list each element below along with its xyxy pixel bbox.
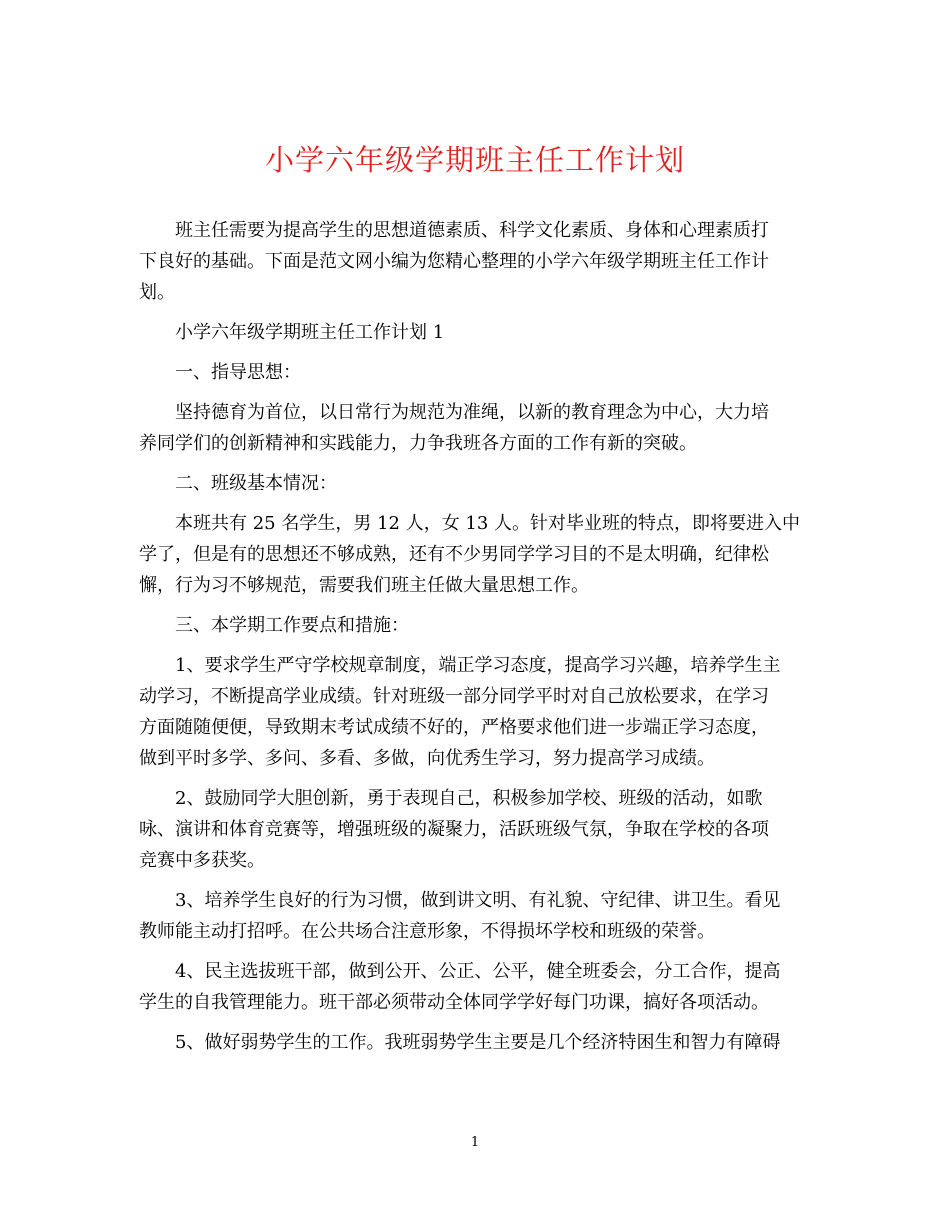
section-heading-key-points xyxy=(139,610,811,641)
paragraph-point-5 xyxy=(139,1027,811,1058)
text-line: 咏、演讲和体育竞赛等，增强班级的凝聚力，活跃班级气氛，争取在学校的各项 xyxy=(139,819,769,840)
paragraph-point-1 xyxy=(139,650,811,774)
section-heading-guiding-ideas xyxy=(139,357,811,388)
text-line: 本班共有 25 名学生，男 12 人，女 13 人。针对毕业班的特点，即将要进入中 xyxy=(175,513,801,534)
text-line: 懈，行为习不够规范，需要我们班主任做大量思想工作。 xyxy=(139,575,589,596)
section-heading-class-situation xyxy=(139,468,811,499)
document-body xyxy=(139,215,811,1067)
page-number: 1 xyxy=(470,1135,480,1150)
text-line: 动学习，不断提高学业成绩。针对班级一部分同学平时对自己放松要求，在学习 xyxy=(139,686,769,707)
text-line: 方面随随便便，导致期末考试成绩不好的，严格要求他们进一步端正学习态度， xyxy=(139,717,769,738)
text-line: 坚持德育为首位，以日常行为规范为准绳，以新的教育理念为中心，大力培 xyxy=(175,402,769,423)
text-line: 3、培养学生良好的行为习惯，做到讲文明、有礼貌、守纪律、讲卫生。看见 xyxy=(175,890,781,911)
text-line: 1、要求学生严守学校规章制度，端正学习态度，提高学习兴趣，培养学生主 xyxy=(175,655,781,676)
paragraph-point-4 xyxy=(139,956,811,1018)
text-line: 学生的自我管理能力。班干部必须带动全体同学学好每门功课，搞好各项活动。 xyxy=(139,992,769,1013)
text-line: 二、班级基本情况： xyxy=(175,473,337,494)
paragraph-class-situation xyxy=(139,508,811,601)
document-title: 小学六年级学期班主任工作计划 xyxy=(264,143,685,177)
text-line: 2、鼓励同学大胆创新，勇于表现自己，积极参加学校、班级的活动，如歌 xyxy=(175,788,763,809)
text-line: 教师能主动打招呼。在公共场合注意形象，不得损坏学校和班级的荣誉。 xyxy=(139,921,715,942)
text-line: 做到平时多学、多问、多看、多做，向优秀生学习，努力提高学习成绩。 xyxy=(139,748,715,769)
paragraph-point-3 xyxy=(139,885,811,947)
text-line: 一、指导思想： xyxy=(175,362,301,383)
text-line: 5、做好弱势学生的工作。我班弱势学生主要是几个经济特困生和智力有障碍 xyxy=(175,1032,781,1053)
paragraph-point-2 xyxy=(139,783,811,876)
text-line: 学了，但是有的思想还不够成熟，还有不少男同学学习目的不是太明确，纪律松 xyxy=(139,544,769,565)
text-line: 下良好的基础。下面是范文网小编为您精心整理的小学六年级学期班主任工作计 xyxy=(139,251,769,272)
text-line: 养同学们的创新精神和实践能力，力争我班各方面的工作有新的突破。 xyxy=(139,433,697,454)
text-line: 划。 xyxy=(139,282,175,303)
text-line: 竞赛中多获奖。 xyxy=(139,850,265,871)
text-line: 小学六年级学期班主任工作计划 1 xyxy=(175,322,445,343)
section-heading-plan-1 xyxy=(139,317,811,348)
paragraph-intro xyxy=(139,215,811,308)
text-line: 三、本学期工作要点和措施： xyxy=(175,615,409,636)
paragraph-guiding-ideas xyxy=(139,397,811,459)
text-line: 4、民主选拔班干部，做到公开、公正、公平，健全班委会，分工合作，提高 xyxy=(175,961,781,982)
text-line: 班主任需要为提高学生的思想道德素质、科学文化素质、身体和心理素质打 xyxy=(175,220,769,241)
